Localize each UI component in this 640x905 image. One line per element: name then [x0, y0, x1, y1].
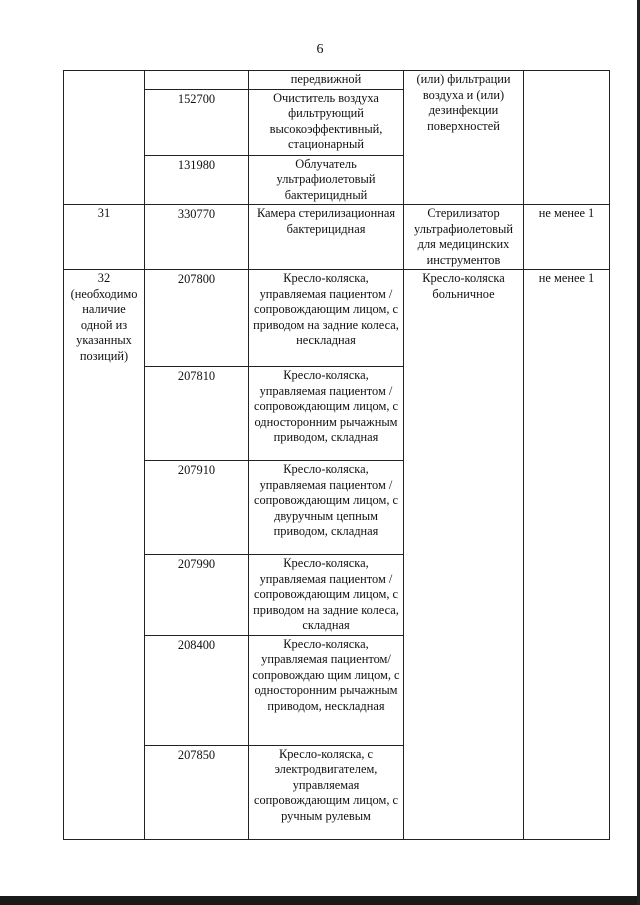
- name-cell: Кресло-коляска, с электродвигателем, управляемая сопровождающим лицом, с ручным рулевым: [249, 745, 404, 839]
- quantity-cell: не менее 1: [524, 205, 610, 270]
- position-number-cell: [64, 71, 145, 205]
- name-cell: Кресло-коляска, управляемая пациентом / сопровождающим лицом, с односторонним рычажным приводом, складная: [249, 367, 404, 461]
- table-row: [64, 205, 610, 270]
- name-cell: Кресло-коляска, управляемая пациентом/сопровождаю щим лицом, с односторонним рычажным приводом, нескладная: [249, 635, 404, 745]
- page-number: 6: [316, 42, 324, 57]
- quantity-cell: [524, 71, 610, 205]
- name-cell: Кресло-коляска, управляемая пациентом /сопровождающим лицом, с двуручным цепным приводом, складная: [249, 461, 404, 555]
- name-cell: Кресло-коляска, управляемая пациентом /сопровождающим лицом, с приводом на задние колеса, складная: [249, 555, 404, 636]
- table-row: [64, 71, 610, 90]
- quantity-cell: не менее 1: [524, 270, 610, 840]
- type-cell: Кресло-коляска больничное: [404, 270, 524, 840]
- name-cell: Кресло-коляска, управляемая пациентом / сопровождающим лицом, с приводом на задние колеса, нескладная: [249, 270, 404, 367]
- type-cell: Стерилизатор ультрафиолетовый для медицинских инструментов: [404, 205, 524, 270]
- position-number-cell: 32 (необходимо наличие одной из указанных позиций): [64, 270, 145, 840]
- name-cell: Очиститель воздуха фильтрующий высокоэффективный, стационарный: [249, 89, 404, 155]
- code-cell: 330770: [145, 205, 249, 270]
- equipment-table-container: [63, 70, 610, 840]
- code-cell: 131980: [145, 155, 249, 205]
- name-cell: Камера стерилизационная бактерицидная: [249, 205, 404, 270]
- code-cell: [145, 71, 249, 90]
- code-cell: 208400: [145, 635, 249, 745]
- code-cell: 207850: [145, 745, 249, 839]
- code-cell: 207910: [145, 461, 249, 555]
- code-cell: 207810: [145, 367, 249, 461]
- equipment-table: [63, 70, 610, 840]
- code-cell: 207990: [145, 555, 249, 636]
- scan-edge-bottom: [0, 896, 640, 905]
- code-cell: 152700: [145, 89, 249, 155]
- table-row: [64, 270, 610, 367]
- code-cell: 207800: [145, 270, 249, 367]
- type-cell: (или) фильтрации воздуха и (или) дезинфекции поверхностей: [404, 71, 524, 205]
- name-cell: передвижной: [249, 71, 404, 90]
- name-cell: Облучатель ультрафиолетовый бактерицидный: [249, 155, 404, 205]
- position-number-cell: 31: [64, 205, 145, 270]
